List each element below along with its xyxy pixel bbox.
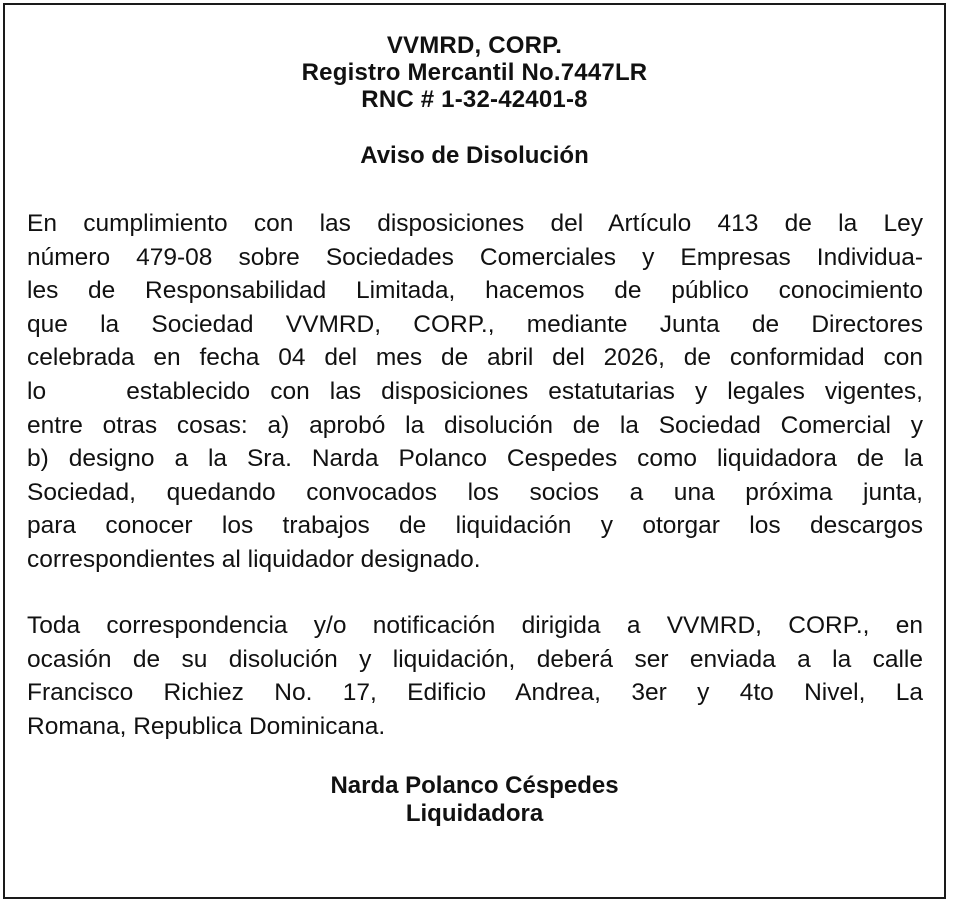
- paragraph-line: les de Responsabilidad Limitada, hacemos de público conocimiento: [27, 277, 923, 305]
- paragraph-line: número 479-08 sobre Sociedades Comerciales y Empresas Individua-: [27, 243, 923, 271]
- paragraph-dissolution: [27, 207, 923, 577]
- rnc-number: RNC # 1-32-42401-8: [361, 86, 588, 113]
- notice-title: Aviso de Disolución: [360, 142, 589, 169]
- paragraph-line: celebrada en fecha 04 del mes de abril del 2026, de conformidad con: [27, 344, 923, 372]
- notice-box: [3, 3, 946, 899]
- paragraph-line: lo establecido con las disposiciones estatutarias y legales vigentes,: [27, 377, 923, 405]
- paragraph-line: que la Sociedad VVMRD, CORP., mediante Junta de Directores: [27, 310, 923, 338]
- paragraph-correspondence: [27, 609, 923, 743]
- paragraph-line: b) designo a la Sra. Narda Polanco Cespedes como liquidadora de la: [27, 445, 923, 473]
- paragraph-line: correspondientes al liquidador designado.: [27, 545, 481, 573]
- paragraph-line: En cumplimiento con las disposiciones del Artículo 413 de la Ley: [27, 210, 923, 237]
- signatory-name: Narda Polanco Céspedes: [330, 772, 619, 799]
- paragraph-line: para conocer los trabajos de liquidación y otorgar los descargos: [27, 512, 923, 540]
- mercantile-registry: Registro Mercantil No.7447LR: [301, 59, 648, 86]
- company-name: VVMRD, CORP.: [386, 32, 563, 59]
- paragraph-line: Romana, Republica Dominicana.: [27, 712, 386, 740]
- paragraph-line: Sociedad, quedando convocados los socios a una próxima junta,: [27, 478, 923, 506]
- paragraph-line: Francisco Richiez No. 17, Edificio Andrea, 3er y 4to Nivel, La: [27, 679, 923, 707]
- paragraph-line: ocasión de su disolución y liquidación, deberá ser enviada a la calle: [27, 645, 923, 673]
- paragraph-line: Toda correspondencia y/o notificación dirigida a VVMRD, CORP., en: [27, 612, 923, 639]
- signature-block: [5, 772, 944, 828]
- signatory-role: Liquidadora: [405, 800, 544, 827]
- paragraph-line: entre otras cosas: a) aprobó la disolución de la Sociedad Comercial y: [27, 411, 923, 439]
- notice-header: [5, 32, 944, 113]
